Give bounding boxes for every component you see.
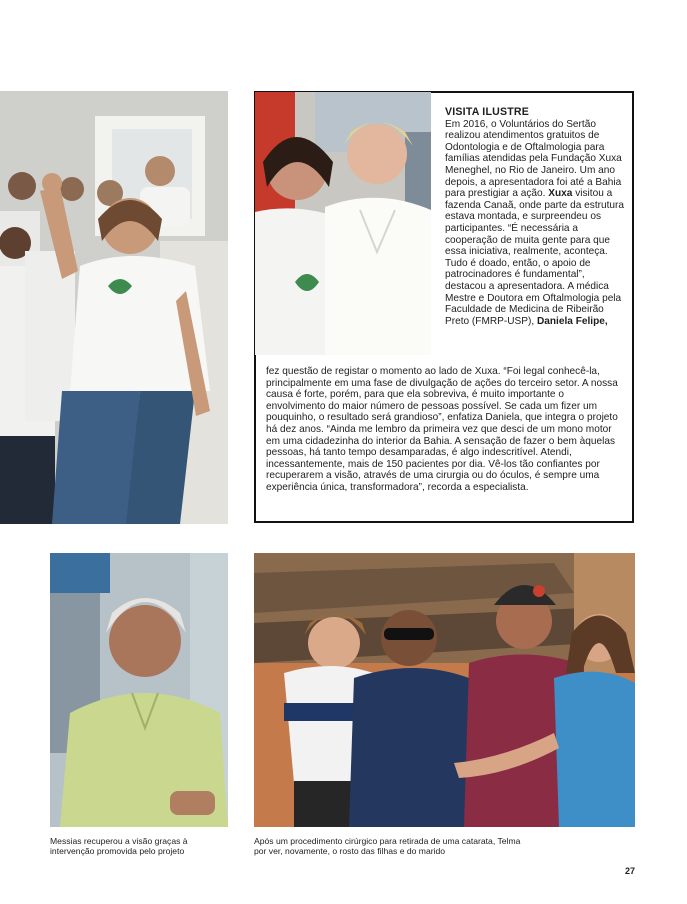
messias-photo	[50, 553, 228, 827]
sidebar-paragraph-2: visitou a fazenda Canaã, onde parte da estrutura estava montada, e surpreendeu os participantes. “É necessária a cooperação de muita gente para que essa iniciativa, realmente, aconteça. Tudo é doado, então, o apoio de patrocinadores é fundamental”, destacou a apresentadora. A médica Mestre e Doutora em Oftalmologia pela Faculdade de Medicina de Ribeirão Preto (FMRP-USP),	[445, 188, 625, 327]
xuxa-daniela-photo	[255, 92, 431, 355]
sidebar-paragraph-1: Em 2016, o Voluntários do Sertão realizou atendimentos gratuitos de Odontologia e de Oftalmologia para famílias atendidas pela Fundação Xuxa Meneghel, no Rio de Janeiro. Um ano depois, a apresentadora foi até a Bahia para prestigiar a ação.	[445, 118, 622, 200]
sidebar-text-top	[445, 107, 628, 327]
telma-caption: Após um procedimento cirúrgico para retirada de uma catarata, Telma por ver, novamente, o rosto das filhas e do marido	[254, 836, 521, 857]
daniela-name: Daniela Felipe,	[536, 315, 608, 327]
messias-caption: Messias recuperou a visão graças à intervenção promovida pelo projeto	[50, 836, 188, 857]
sidebar-paragraph-3: fez questão de registar o momento ao lado de Xuxa. “Foi legal conhecê-la, principalmente em uma fase de divulgação de ações do terceiro setor. A nossa causa é forte, porém, para que ela sobreviva, é muito importante o envolvimento do maior número de pessoas possível. Se cada um fizer um pouquinho, o resultado será grandioso”, enfatiza Daniela, que integra o projeto há dez anos. “Ainda me lembro da primeira vez que desci de um mono motor em uma cidadezinha do interior da Bahia. A sensação de fazer o bem àquelas pessoas, há tanto tempo desamparadas, é algo indescritível. Atendi, incessantemente, mais de 150 pacientes por dia. Vê-los tão confiantes por recuperarem a visão, através de uma cirurgia ou do óculos, é sempre uma experiência única, transformadora”, recorda a especialista.	[266, 366, 618, 493]
telma-family-photo	[254, 553, 635, 827]
page-number: 27	[625, 866, 636, 876]
volunteers-group-photo	[0, 91, 228, 524]
sidebar-text-bottom	[266, 366, 626, 494]
sidebar-title: VISITA ILUSTRE	[445, 106, 530, 118]
xuxa-name: Xuxa	[548, 188, 573, 200]
